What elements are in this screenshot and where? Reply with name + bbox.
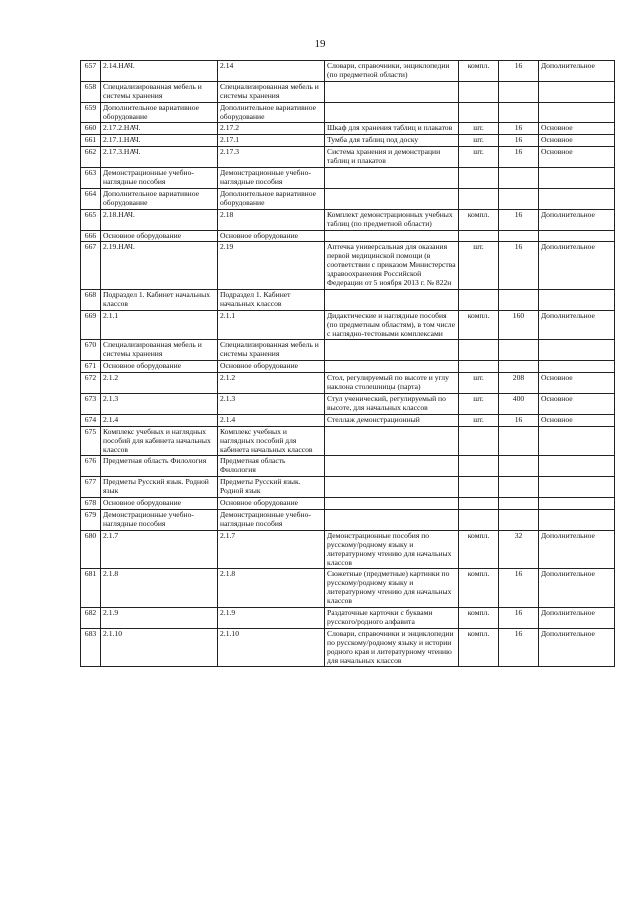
item-code-cell: Демонстрационные учебно-наглядные пособия <box>101 509 218 530</box>
parent-code-cell: 2.1.1 <box>218 310 325 340</box>
item-name-cell <box>325 477 459 498</box>
unit-cell <box>459 188 499 209</box>
parent-code-cell: Предметы Русский язык. Родной язык <box>218 477 325 498</box>
item-code-cell: Комплекс учебных и наглядных пособий для кабинета начальных классов <box>101 426 218 456</box>
quantity-cell <box>499 81 539 102</box>
equipment-type-cell: Дополнительное <box>539 608 615 629</box>
unit-cell: компл. <box>459 61 499 82</box>
equipment-type-cell <box>539 230 615 242</box>
quantity-cell <box>499 426 539 456</box>
quantity-cell <box>499 477 539 498</box>
row-number-cell: 678 <box>81 498 101 510</box>
unit-cell: компл. <box>459 209 499 230</box>
equipment-type-cell <box>539 498 615 510</box>
row-number-cell: 677 <box>81 477 101 498</box>
quantity-cell: 16 <box>499 414 539 426</box>
row-number-cell: 658 <box>81 81 101 102</box>
quantity-cell: 160 <box>499 310 539 340</box>
table-row <box>81 530 615 569</box>
table-row <box>81 414 615 426</box>
quantity-cell <box>499 102 539 123</box>
item-name-cell: Дидактические и наглядные пособия (по предметным областям), в том числе с наглядно-тестовыми комплексами <box>325 310 459 340</box>
unit-cell <box>459 456 499 477</box>
equipment-type-cell <box>539 168 615 189</box>
parent-code-cell: Демонстрационные учебно-наглядные пособия <box>218 168 325 189</box>
equipment-type-cell: Дополнительное <box>539 310 615 340</box>
unit-cell <box>459 168 499 189</box>
item-code-cell: Специализированная мебель и системы хранения <box>101 81 218 102</box>
equipment-type-cell <box>539 361 615 373</box>
parent-code-cell: 2.1.2 <box>218 373 325 394</box>
unit-cell <box>459 477 499 498</box>
equipment-type-cell <box>539 509 615 530</box>
equipment-type-cell <box>539 102 615 123</box>
unit-cell: компл. <box>459 608 499 629</box>
item-name-cell: Демонстрационные пособия по русскому/родному языку и литературному чтению для начальных классов <box>325 530 459 569</box>
equipment-type-cell: Основное <box>539 414 615 426</box>
item-name-cell: Шкаф для хранения таблиц и плакатов <box>325 123 459 135</box>
table-row <box>81 242 615 290</box>
quantity-cell: 16 <box>499 61 539 82</box>
item-name-cell <box>325 81 459 102</box>
equipment-type-cell: Дополнительное <box>539 242 615 290</box>
parent-code-cell: Специализированная мебель и системы хранения <box>218 81 325 102</box>
item-name-cell <box>325 456 459 477</box>
row-number-cell: 670 <box>81 340 101 361</box>
equipment-type-cell <box>539 188 615 209</box>
row-number-cell: 661 <box>81 135 101 147</box>
item-name-cell <box>325 289 459 310</box>
equipment-type-cell: Основное <box>539 394 615 415</box>
parent-code-cell: 2.1.8 <box>218 569 325 608</box>
unit-cell: компл. <box>459 310 499 340</box>
table-row <box>81 477 615 498</box>
table-body <box>81 61 615 667</box>
quantity-cell: 16 <box>499 608 539 629</box>
item-name-cell: Словари, справочники и энциклопедии по русскому/родному языку и истории родного края и литературному чтению для начальных классов <box>325 628 459 667</box>
parent-code-cell: Специализированная мебель и системы хранения <box>218 340 325 361</box>
row-number-cell: 676 <box>81 456 101 477</box>
item-code-cell: 2.17.1.НАЧ. <box>101 135 218 147</box>
unit-cell: шт. <box>459 394 499 415</box>
item-name-cell: Словари, справочники, энциклопедии (по предметной области) <box>325 61 459 82</box>
row-number-cell: 664 <box>81 188 101 209</box>
row-number-cell: 679 <box>81 509 101 530</box>
quantity-cell <box>499 340 539 361</box>
table-row <box>81 61 615 82</box>
item-name-cell <box>325 426 459 456</box>
parent-code-cell: Комплекс учебных и наглядных пособий для кабинета начальных классов <box>218 426 325 456</box>
unit-cell <box>459 426 499 456</box>
row-number-cell: 662 <box>81 147 101 168</box>
table-row <box>81 209 615 230</box>
parent-code-cell: 2.17.3 <box>218 147 325 168</box>
equipment-type-cell: Основное <box>539 123 615 135</box>
row-number-cell: 673 <box>81 394 101 415</box>
parent-code-cell: Подраздел 1. Кабинет начальных классов <box>218 289 325 310</box>
table-row <box>81 289 615 310</box>
item-code-cell: Основное оборудование <box>101 361 218 373</box>
item-code-cell: 2.17.3.НАЧ. <box>101 147 218 168</box>
equipment-type-cell: Дополнительное <box>539 569 615 608</box>
row-number-cell: 660 <box>81 123 101 135</box>
item-code-cell: 2.14.НАЧ. <box>101 61 218 82</box>
equipment-type-cell: Дополнительное <box>539 209 615 230</box>
table-row <box>81 168 615 189</box>
unit-cell <box>459 289 499 310</box>
unit-cell: шт. <box>459 242 499 290</box>
unit-cell: шт. <box>459 147 499 168</box>
parent-code-cell: 2.19 <box>218 242 325 290</box>
item-code-cell: Дополнительное вариативное оборудование <box>101 102 218 123</box>
quantity-cell: 16 <box>499 569 539 608</box>
quantity-cell <box>499 509 539 530</box>
table-row <box>81 310 615 340</box>
parent-code-cell: 2.14 <box>218 61 325 82</box>
unit-cell <box>459 361 499 373</box>
table-row <box>81 81 615 102</box>
table-row <box>81 230 615 242</box>
table-row <box>81 135 615 147</box>
parent-code-cell: 2.17.1 <box>218 135 325 147</box>
row-number-cell: 669 <box>81 310 101 340</box>
table-row <box>81 628 615 667</box>
unit-cell: шт. <box>459 373 499 394</box>
equipment-type-cell: Дополнительное <box>539 530 615 569</box>
equipment-type-cell: Основное <box>539 373 615 394</box>
parent-code-cell: 2.1.9 <box>218 608 325 629</box>
row-number-cell: 666 <box>81 230 101 242</box>
quantity-cell: 32 <box>499 530 539 569</box>
item-code-cell: 2.19.НАЧ. <box>101 242 218 290</box>
item-name-cell: Аптечка универсальная для оказания первой медицинской помощи (в соответствии с приказом Министерства здравоохранения Российской Федерации от 5 ноября 2013 г. № 822н <box>325 242 459 290</box>
unit-cell: компл. <box>459 628 499 667</box>
unit-cell: шт. <box>459 135 499 147</box>
row-number-cell: 682 <box>81 608 101 629</box>
parent-code-cell: Основное оборудование <box>218 230 325 242</box>
table-row <box>81 498 615 510</box>
quantity-cell: 16 <box>499 209 539 230</box>
row-number-cell: 657 <box>81 61 101 82</box>
table-row <box>81 373 615 394</box>
equipment-table <box>80 60 615 667</box>
quantity-cell <box>499 289 539 310</box>
equipment-type-cell: Дополнительное <box>539 628 615 667</box>
quantity-cell: 16 <box>499 135 539 147</box>
item-name-cell <box>325 188 459 209</box>
item-code-cell: 2.1.3 <box>101 394 218 415</box>
item-code-cell: Предметная область Филология <box>101 456 218 477</box>
unit-cell <box>459 340 499 361</box>
row-number-cell: 659 <box>81 102 101 123</box>
table-row <box>81 509 615 530</box>
unit-cell <box>459 102 499 123</box>
quantity-cell: 16 <box>499 242 539 290</box>
unit-cell <box>459 230 499 242</box>
unit-cell: шт. <box>459 123 499 135</box>
item-name-cell: Стеллаж демонстрационный <box>325 414 459 426</box>
item-code-cell: Основное оборудование <box>101 498 218 510</box>
table-row <box>81 147 615 168</box>
item-name-cell <box>325 102 459 123</box>
quantity-cell <box>499 168 539 189</box>
item-name-cell: Раздаточные карточки с буквами русского/родного алфавита <box>325 608 459 629</box>
row-number-cell: 671 <box>81 361 101 373</box>
item-code-cell: 2.1.4 <box>101 414 218 426</box>
row-number-cell: 681 <box>81 569 101 608</box>
quantity-cell <box>499 188 539 209</box>
parent-code-cell: Дополнительное вариативное оборудование <box>218 102 325 123</box>
row-number-cell: 683 <box>81 628 101 667</box>
unit-cell: компл. <box>459 530 499 569</box>
row-number-cell: 667 <box>81 242 101 290</box>
unit-cell: шт. <box>459 414 499 426</box>
item-code-cell: Основное оборудование <box>101 230 218 242</box>
item-name-cell <box>325 361 459 373</box>
equipment-type-cell: Дополнительное <box>539 61 615 82</box>
table-row <box>81 102 615 123</box>
item-code-cell: 2.1.7 <box>101 530 218 569</box>
table-row <box>81 608 615 629</box>
item-code-cell: Подраздел 1. Кабинет начальных классов <box>101 289 218 310</box>
parent-code-cell: Предметная область Филология <box>218 456 325 477</box>
parent-code-cell: 2.17.2 <box>218 123 325 135</box>
item-name-cell: Стул ученический, регулируемый по высоте, для начальных классов <box>325 394 459 415</box>
item-code-cell: 2.1.10 <box>101 628 218 667</box>
item-name-cell <box>325 498 459 510</box>
unit-cell <box>459 498 499 510</box>
row-number-cell: 663 <box>81 168 101 189</box>
item-code-cell: Дополнительное вариативное оборудование <box>101 188 218 209</box>
item-name-cell <box>325 340 459 361</box>
quantity-cell <box>499 498 539 510</box>
parent-code-cell: Демонстрационные учебно-наглядные пособия <box>218 509 325 530</box>
item-code-cell: Специализированная мебель и системы хранения <box>101 340 218 361</box>
table-row <box>81 123 615 135</box>
item-name-cell: Система хранения и демонстрации таблиц и плакатов <box>325 147 459 168</box>
table-row <box>81 340 615 361</box>
equipment-type-cell <box>539 81 615 102</box>
quantity-cell: 400 <box>499 394 539 415</box>
quantity-cell: 16 <box>499 123 539 135</box>
item-name-cell <box>325 230 459 242</box>
item-code-cell: 2.18.НАЧ. <box>101 209 218 230</box>
table-row <box>81 569 615 608</box>
quantity-cell: 16 <box>499 147 539 168</box>
table-row <box>81 426 615 456</box>
table-row <box>81 361 615 373</box>
equipment-type-cell <box>539 477 615 498</box>
row-number-cell: 680 <box>81 530 101 569</box>
quantity-cell: 208 <box>499 373 539 394</box>
table-row <box>81 456 615 477</box>
equipment-type-cell <box>539 456 615 477</box>
quantity-cell <box>499 230 539 242</box>
parent-code-cell: 2.1.7 <box>218 530 325 569</box>
parent-code-cell: Основное оборудование <box>218 498 325 510</box>
row-number-cell: 665 <box>81 209 101 230</box>
unit-cell <box>459 81 499 102</box>
item-name-cell: Комплект демонстрационных учебных таблиц (по предметной области) <box>325 209 459 230</box>
parent-code-cell: 2.1.3 <box>218 394 325 415</box>
quantity-cell <box>499 361 539 373</box>
parent-code-cell: 2.1.10 <box>218 628 325 667</box>
row-number-cell: 672 <box>81 373 101 394</box>
parent-code-cell: 2.1.4 <box>218 414 325 426</box>
item-code-cell: Предметы Русский язык. Родной язык <box>101 477 218 498</box>
equipment-type-cell: Основное <box>539 147 615 168</box>
item-name-cell: Сюжетные (предметные) картинки по русскому/родному языку и литературному чтению для начальных классов <box>325 569 459 608</box>
parent-code-cell: Дополнительное вариативное оборудование <box>218 188 325 209</box>
row-number-cell: 675 <box>81 426 101 456</box>
quantity-cell: 16 <box>499 628 539 667</box>
quantity-cell <box>499 456 539 477</box>
item-code-cell: Демонстрационные учебно-наглядные пособия <box>101 168 218 189</box>
item-code-cell: 2.1.8 <box>101 569 218 608</box>
equipment-type-cell <box>539 426 615 456</box>
item-code-cell: 2.1.9 <box>101 608 218 629</box>
row-number-cell: 674 <box>81 414 101 426</box>
item-code-cell: 2.1.1 <box>101 310 218 340</box>
item-name-cell: Тумба для таблиц под доску <box>325 135 459 147</box>
unit-cell <box>459 509 499 530</box>
equipment-type-cell <box>539 289 615 310</box>
page-number: 19 <box>314 38 326 50</box>
parent-code-cell: 2.18 <box>218 209 325 230</box>
parent-code-cell: Основное оборудование <box>218 361 325 373</box>
row-number-cell: 668 <box>81 289 101 310</box>
item-name-cell <box>325 509 459 530</box>
table-row <box>81 394 615 415</box>
unit-cell: компл. <box>459 569 499 608</box>
item-name-cell <box>325 168 459 189</box>
item-code-cell: 2.17.2.НАЧ. <box>101 123 218 135</box>
equipment-type-cell: Основное <box>539 135 615 147</box>
equipment-type-cell <box>539 340 615 361</box>
item-code-cell: 2.1.2 <box>101 373 218 394</box>
item-name-cell: Стол, регулируемый по высоте и углу наклона столешницы (парта) <box>325 373 459 394</box>
table-row <box>81 188 615 209</box>
